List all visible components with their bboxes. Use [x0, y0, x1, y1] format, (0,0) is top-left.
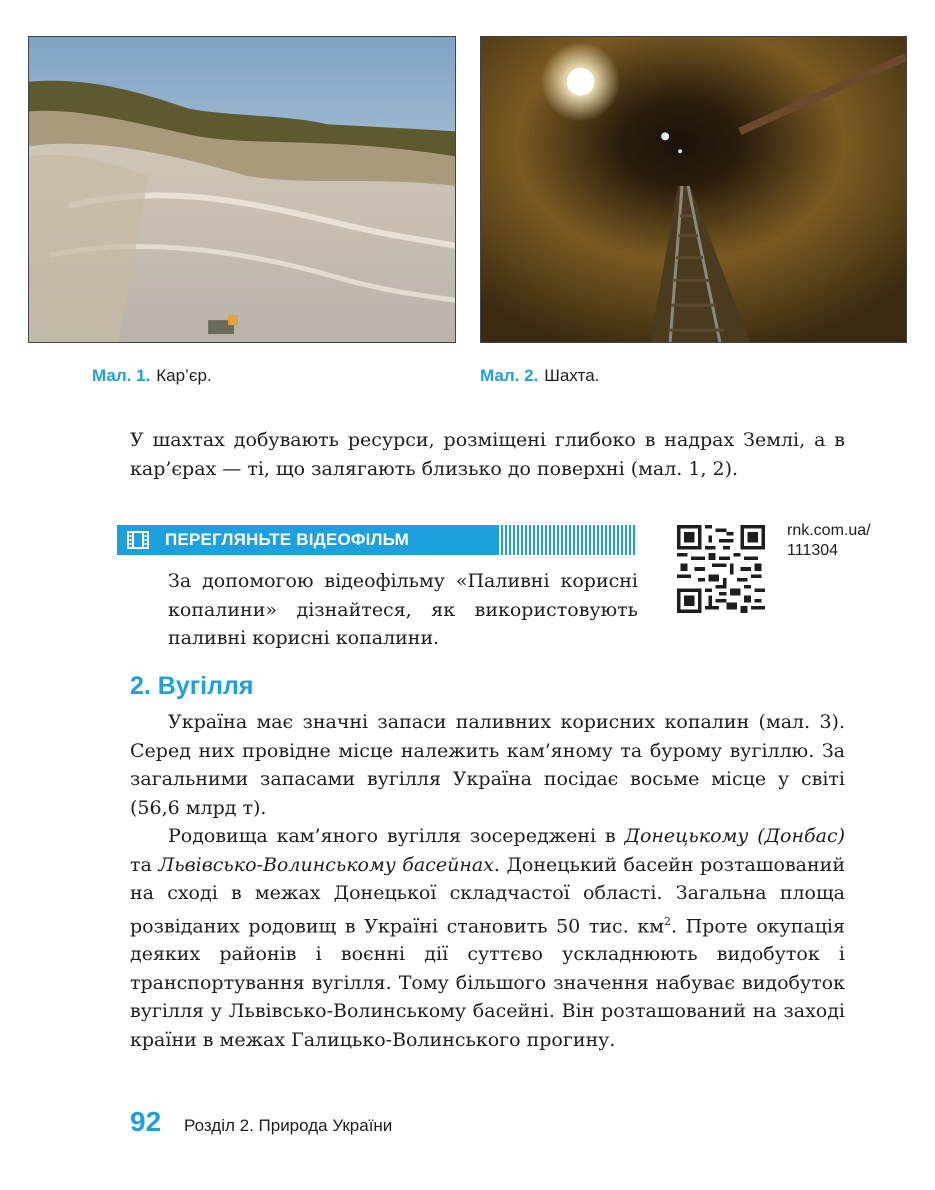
- video-description: За допомогою відеофільму «Паливні корисні копалини» дізнайтеся, як використовують паливні корисні копалини.: [168, 570, 638, 649]
- quarry-photo: [28, 36, 456, 343]
- qr-code[interactable]: [677, 525, 765, 613]
- qr-link[interactable]: [787, 521, 871, 561]
- figure-2-text: Шахта.: [544, 366, 600, 385]
- paragraph-2-part: . Донецький басейн розташований на сході в межах Донецької складчастої області. Загальна площа розвіданих родовищ в Україні становить 50 тис. км: [130, 853, 845, 937]
- figure-1-label: Мал. 1.: [92, 366, 151, 385]
- lviv-volyn-basin-term: Львівсько-Волинському басейнах: [158, 853, 494, 876]
- figure-2-label: Мал. 2.: [480, 366, 539, 385]
- figure-2-caption: [480, 366, 599, 386]
- figure-1-caption: [92, 366, 212, 386]
- section-paragraph-1: [130, 708, 845, 822]
- video-banner-title: ПЕРЕГЛЯНЬТЕ ВІДЕОФІЛЬМ: [165, 530, 410, 549]
- figure-1-text: Кар’єр.: [156, 366, 212, 385]
- page-number: 92: [130, 1106, 162, 1137]
- intro-paragraph: У шахтах добувають ресурси, розміщені глибоко в надрах Землі, а в кар’єрах — ті, що залягають близько до поверхні (мал. 1, 2).: [130, 429, 845, 480]
- video-banner: [117, 525, 637, 555]
- qr-link-line2: 111304: [787, 542, 839, 559]
- paragraph-2-part: Родовища кам’яного вугілля зосереджені в: [168, 825, 625, 847]
- qr-link-line1: rnk.com.ua/: [787, 522, 871, 539]
- paragraph-2-part: . Проте окупація деяких районів і воєнні дії суттєво ускладнюють видобуток і транспортування вугілля. Тому більшого значення набуває видобуток вугілля у Львівсько-Волинському басейні. Він розташований на заході країни в межах Галицько-Волинського прогину.: [130, 914, 845, 1051]
- superscript: 2: [664, 914, 672, 928]
- section-title: 2. Вугілля: [130, 672, 254, 700]
- film-icon: [127, 531, 149, 549]
- donetsk-basin-term: Донецькому (Донбас): [624, 825, 845, 847]
- paragraph-2-part: та: [130, 853, 159, 876]
- chapter-title: Розділ 2. Природа України: [184, 1116, 393, 1135]
- section-paragraph-2: [130, 822, 845, 1054]
- mine-shaft-photo: [480, 36, 907, 343]
- paragraph-1-text: Україна має значні запаси паливних корисних копалин (мал. 3). Серед них провідне місце належить кам’яному та бурому вугіллю. За загальними запасами вугілля Україна посідає восьме місце у світі (56,6 млрд т).: [130, 711, 845, 819]
- video-banner-stripes: [497, 525, 637, 555]
